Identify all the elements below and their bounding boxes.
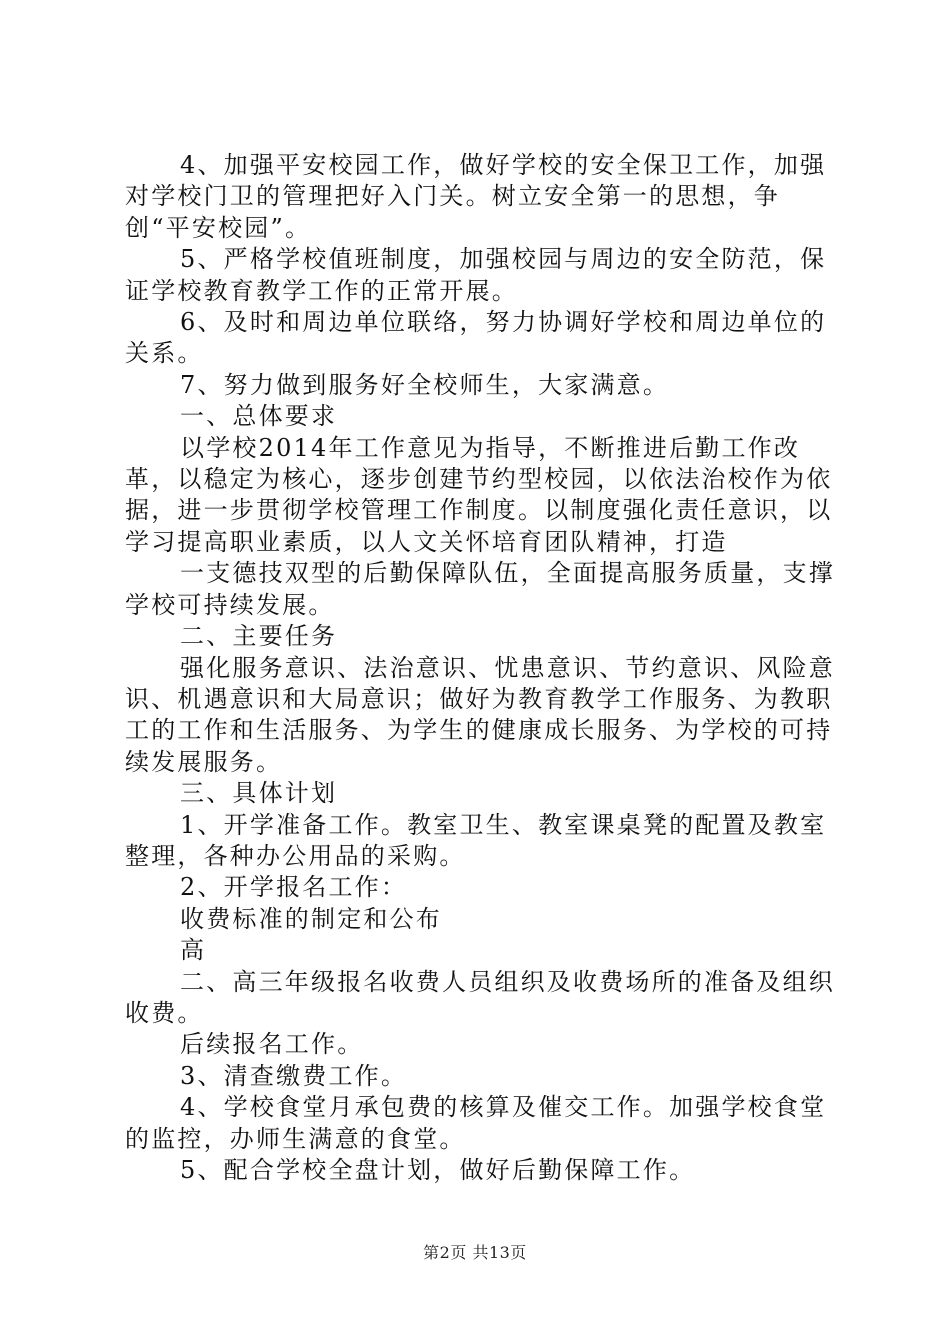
paragraph-team: 一支德技双型的后勤保障队伍，全面提高服务质量，支撑学校可持续发展。 [125,559,835,619]
paragraph-awareness: 强化服务意识、法治意识、忧患意识、节约意识、风险意识、机遇意识和大局意识；做好为教育教学工作服务、为教职工的工作和生活服务、为学生的健康成长服务、为学校的可持续发展服务。 [125,653,835,776]
paragraph-neighbors: 6、及时和周边单位联络，努力协调好学校和周边单位的关系。 [125,308,827,368]
paragraph-support: 5、配合学校全盘计划，做好后勤保障工作。 [180,1156,696,1184]
document-body [125,150,835,1186]
paragraph-duty: 5、严格学校值班制度，加强校园与周边的安全防范，保证学校教育教学工作的正常开展。 [125,245,827,305]
paragraph-fee-standard: 收费标准的制定和公布 [180,904,442,933]
paragraph-fee-collection: 二、高三年级报名收费人员组织及收费场所的准备及组织收费。 [125,967,835,1027]
paragraph-canteen: 4、学校食堂月承包费的核算及催交工作。加强学校食堂的监控，办师生满意的食堂。 [125,1093,827,1153]
paragraph-payment-check: 3、清查缴费工作。 [180,1061,408,1090]
paragraph-registration: 2、开学报名工作： [180,873,408,902]
paragraph-safety: 4、加强平安校园工作，做好学校的安全保卫工作，加强对学校门卫的管理把好入门关。树立安全第一的思想，争创“平安校园”。 [125,151,827,242]
heading-specific-plan: 三、具体计划 [180,779,338,808]
paragraph-service: 7、努力做到服务好全校师生，大家满意。 [180,370,670,399]
paragraph-preparation: 1、开学准备工作。教室卫生、教室课桌凳的配置及教室整理，各种办公用品的采购。 [125,810,827,870]
heading-main-tasks: 二、主要任务 [180,622,338,651]
paragraph-guidance: 以学校2014年工作意见为指导，不断推进后勤工作改革，以稳定为核心，逐步创建节约型校园，以依法治校作为依据，进一步贯彻学校管理工作制度。以制度强化责任意识，以学习提高职业素质，以人文关怀培育团队精神，打造 [125,433,833,556]
paragraph-high: 高 [180,936,207,965]
paragraph-followup: 后续报名工作。 [180,1030,364,1059]
page-number-footer: 第2页 共13页 [423,1243,527,1262]
heading-general-requirements: 一、总体要求 [180,402,338,431]
